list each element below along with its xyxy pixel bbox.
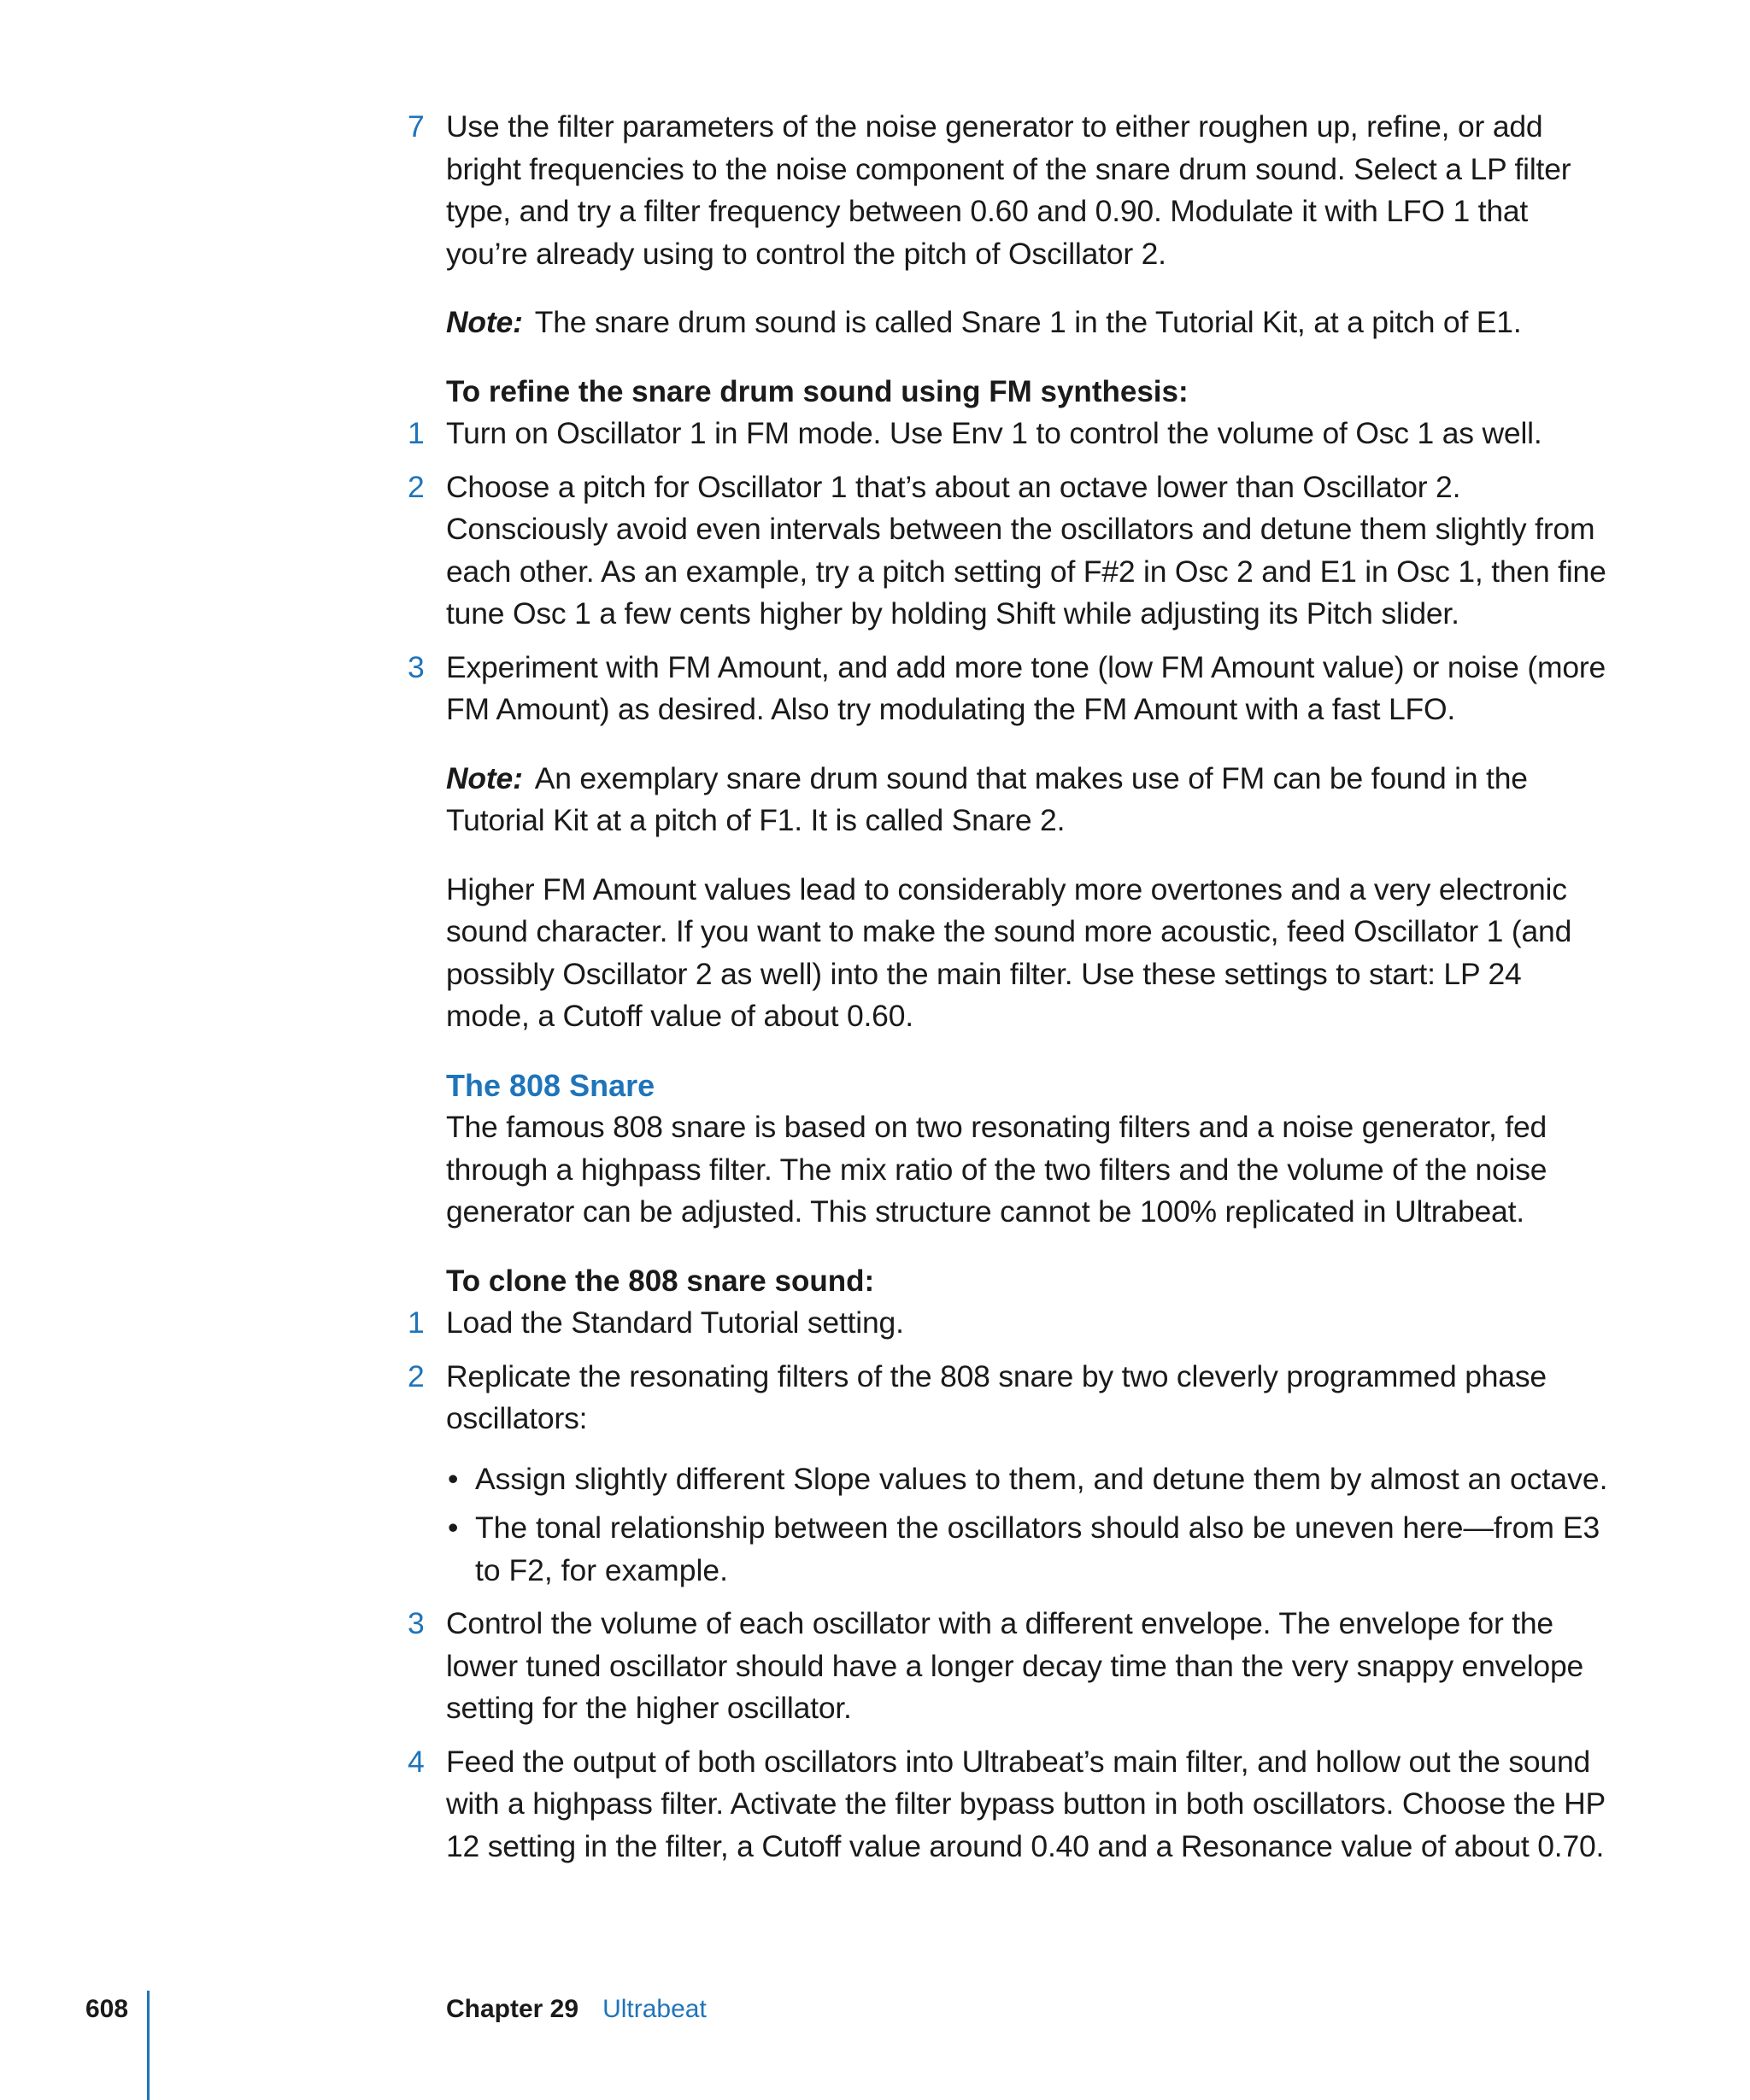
bullet-list [446,1458,1610,1593]
note [446,302,1610,344]
step-text: Replicate the resonating filters of the 808 snare by two cleverly programmed phase oscillators: [446,1358,1547,1435]
list-item-text: The tonal relationship between the oscillators should also be uneven here—from E3 to F2, for example. [475,1510,1600,1587]
808-step-2 [408,1356,1610,1440]
chapter-label: Chapter 29 [446,1995,579,2023]
list-item [446,1507,1610,1592]
step-number: 3 [408,1606,425,1640]
step-text: Load the Standard Tutorial setting. [446,1305,904,1340]
step-number: 1 [408,416,425,450]
step-text: Turn on Oscillator 1 in FM mode. Use Env 1 to control the volume of Osc 1 as well. [446,416,1542,450]
fm-step-3 [408,647,1610,731]
list-item [446,1458,1610,1501]
paragraph: Higher FM Amount values lead to considerably more overtones and a very electronic sound character. If you want to make the sound more acoustic, feed Oscillator 1 (and possibly Oscillator 2 as well) into the main filter. Use these settings to start: LP 24 mode, a Cutoff value of about 0.60. [446,871,1572,1033]
bullet: • [448,1510,459,1545]
step-text: Choose a pitch for Oscillator 1 that’s about an octave lower than Oscillator 2. Consciously avoid even intervals between the oscillators and detune them slightly from each other. As an example, try a pitch setting of F#2 in Osc 2 and E1 in Osc 1, then fine tune Osc 1 a few cents higher by holding Shift while adjusting its Pitch slider. [446,469,1606,631]
808-step-3 [408,1603,1610,1730]
list-item-text: Assign slightly different Slope values to them, and detune them by almost an octave. [475,1461,1608,1496]
step-number: 3 [408,649,425,684]
step-number: 4 [408,1744,425,1779]
note-text: The snare drum sound is called Snare 1 in the Tutorial Kit, at a pitch of E1. [534,305,1522,339]
step-number: 2 [408,469,425,504]
chapter-title: Ultrabeat [602,1995,707,2023]
note-label: Note: [446,305,523,339]
808-step-1 [408,1302,1610,1345]
step-number: 2 [408,1358,425,1393]
fm-step-2 [408,466,1610,636]
808-step-4 [408,1741,1610,1868]
fm-step-1 [408,413,1610,455]
bullet: • [448,1461,459,1496]
paragraph: The famous 808 snare is based on two resonating filters and a noise generator, fed through a highpass filter. The mix ratio of the two filters and the volume of the noise generator can be adjusted. This structure cannot be 100% replicated in Ultrabeat. [446,1110,1547,1229]
task-heading-fm: To refine the snare drum sound using FM synthesis: [446,374,1189,408]
footer-chapter [446,1992,707,2027]
step-text: Control the volume of each oscillator with a different envelope. The envelope for the lower tuned oscillator should have a longer decay time than the very snappy envelope setting for the higher oscillator. [446,1606,1584,1725]
footer-divider [147,1991,150,2100]
step-text: Experiment with FM Amount, and add more tone (low FM Amount value) or noise (more FM Amount) as desired. Also try modulating the FM Amount with a fast LFO. [446,649,1606,726]
page-number: 608 [85,1995,129,2023]
step-7 [408,106,1610,275]
task-heading-808: To clone the 808 snare sound: [446,1264,875,1298]
section-heading: The 808 Snare [446,1067,655,1103]
note-label: Note: [446,760,523,795]
step-text: Feed the output of both oscillators into Ultrabeat’s main filter, and hollow out the sound with a highpass filter. Activate the filter bypass button in both oscillators. Choose the HP 12 setting in the filter, a Cutoff value around 0.40 and a Resonance value of about 0.70. [446,1744,1606,1863]
note [446,758,1610,842]
step-number: 7 [408,109,425,144]
step-text: Use the filter parameters of the noise generator to either roughen up, refine, or add bright frequencies to the noise component of the snare drum sound. Select a LP filter type, and try a filter frequency between 0.60 and 0.90. Modulate it with LFO 1 that you’re already using to control the pitch of Oscillator 2. [446,109,1571,271]
step-number: 1 [408,1305,425,1340]
page-body [408,106,1610,1894]
note-text: An exemplary snare drum sound that makes use of FM can be found in the Tutorial Kit at a pitch of F1. It is called Snare 2. [446,760,1528,837]
